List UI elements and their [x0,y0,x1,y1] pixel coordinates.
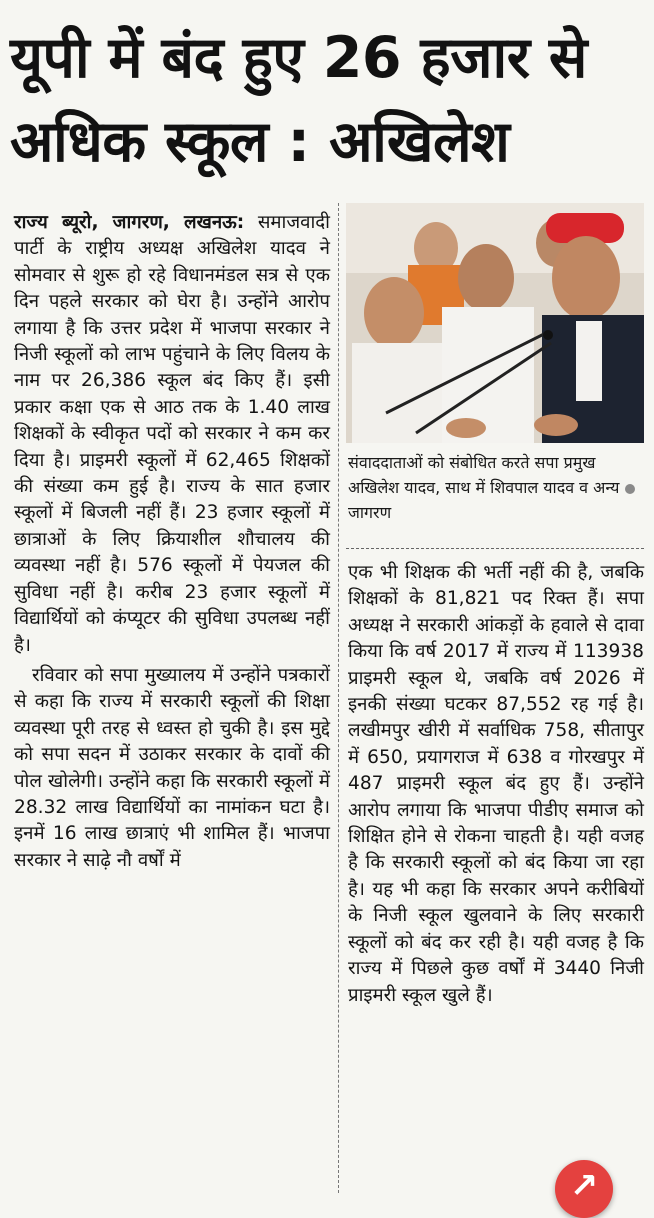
headline-line-1: यूपी में बंद हुए 26 हजार से [10,25,587,91]
article-right-column [348,560,644,1009]
article-paragraph-2: रविवार को सपा मुख्यालय में उन्होंने पत्रकारों से कहा कि राज्य में सरकारी स्कूलों की शिक्षा व्यवस्था पूरी तरह से ध्वस्त हो चुकी है। इस मुद्दे को सपा सदन में उठाकर सरकार के दावों की पोल खोलेगी। उन्होंने कहा कि सरकारी स्कूलों में 28.32 लाख विद्यार्थियों का नामांकन घटा है। इनमें 16 लाख छात्राएं भी शामिल हैं। भाजपा सरकार ने साढ़े नौ वर्षों में [14,664,330,871]
photo-caption [348,450,644,525]
article-paragraph-1-text: समाजवादी पार्टी के राष्ट्रीय अध्यक्ष अखिलेश यादव ने सोमवार से शुरू हो रहे विधानमंडल सत्र से एक दिन पहले सरकार को घेरा है। उन्होंने आरोप लगाया है कि उत्तर प्रदेश में भाजपा सरकार ने निजी स्कूलों को लाभ पहुंचाने के लिए विलय के नाम पर 26,386 स्कूल बंद किए हैं। इसी प्रकार कक्षा एक से आठ तक के 1.40 लाख शिक्षकों के स्वीकृत पदों को सरकार ने कम कर दिया है। प्राइमरी स्कूलों में 62,465 शिक्षकों की संख्या कम हुई है। राज्य के सात हजार स्कूलों में बिजली नहीं हैं। 23 हजार स्कूलों में छात्राओं के लिए क्रियाशील शौचालय की व्यवस्था नहीं है। 576 स्कूलों में पेयजल की सुविधा नहीं है। करीब 23 हजार स्कूलों में विद्यार्थियों को कंप्यूटर की सुविधा उपलब्ध नहीं है। [14,212,330,656]
share-button[interactable] [555,1160,613,1218]
headline-line-2: अधिक स्कूल : अखिलेश [10,109,510,175]
article-left-column [14,210,330,874]
share-icon: ↗ [569,1166,599,1206]
news-photo-illustration [346,203,644,443]
photo-credit: जागरण [348,503,392,522]
column-divider [338,203,339,1193]
headline [10,16,646,184]
news-photo [346,203,644,443]
photo-caption-text: संवाददाताओं को संबोधित करते सपा प्रमुख अखिलेश यादव, साथ में शिवपाल यादव व अन्य [348,453,620,497]
article-paragraph-3: एक भी शिक्षक की भर्ती नहीं की है, जबकि शिक्षकों के 81,821 पद रिक्त हैं। सपा अध्यक्ष ने सरकारी आंकड़ों के हवाले से दावा किया कि वर्ष 2017 में राज्य में 113938 प्राइमरी स्कूल थे, जबकि वर्ष 2026 में इनकी संख्या घटकर 87,552 रह गई है। लखीमपुर खीरी में सर्वाधिक 758, सीतापुर में 650, प्रयागराज में 638 व गोरखपुर में 487 प्राइमरी स्कूल बंद हुए हैं। उन्होंने आरोप लगाया कि भाजपा पीडीए समाज को शिक्षित होने से रोकना चाहती है। यही वजह है कि सरकारी स्कूलों को बंद किया जा रहा है। यह भी कहा कि सरकार अपने करीबियों के निजी स्कूल खुलवाने के लिए सरकारी स्कूलों को बंद कर रही है। यही वजह है कि राज्य में पिछले कुछ वर्षों में 3440 निजी प्राइमरी स्कूल खुले हैं। [348,562,644,1006]
bullet-icon [625,484,635,494]
caption-divider [346,548,644,550]
dateline: राज्य ब्यूरो, जागरण, लखनऊ: [14,212,245,233]
article-paragraph-1 [14,210,330,659]
